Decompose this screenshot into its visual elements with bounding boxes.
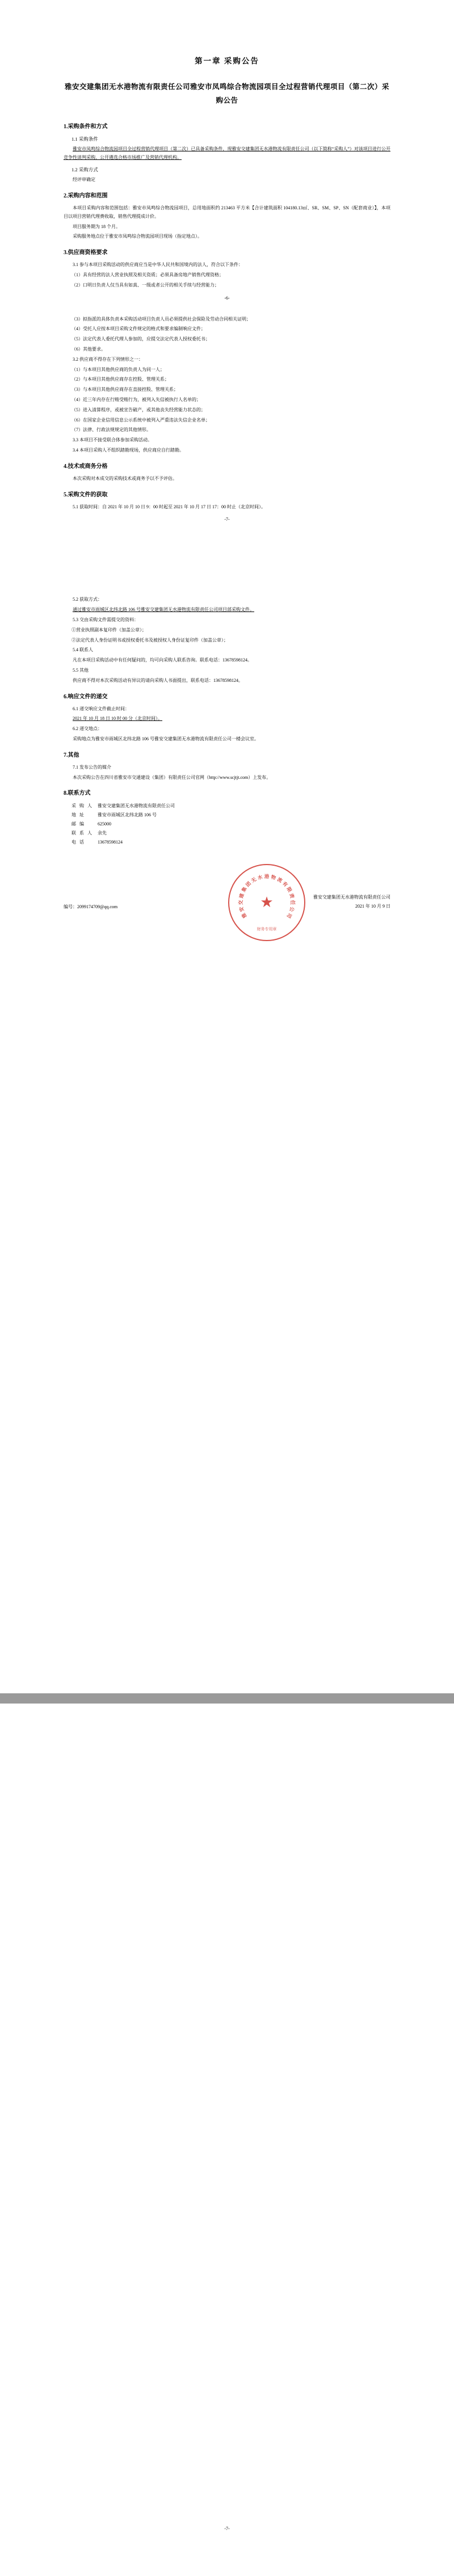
paragraph-3-2-item3: （3）与本项目其他供应商存在直接控股、管理关系； [72, 387, 178, 393]
paragraph-2-3: 采购服务地点位于雅安市凤鸣综合物流园项目现场（指定地点）。 [73, 234, 202, 239]
paragraph-3-2-item2: （2）与本项目其他供应商存在控股、管理关系； [72, 377, 169, 382]
contact-person-value: 余先 [98, 830, 107, 836]
contact-purchaser-label: 采购人 [72, 803, 95, 809]
paragraph-3-2-item4: （4）近三年内存在行贿受贿行为，被列入失信被执行人名单的； [72, 397, 201, 403]
paragraph-7-1-detail: 本次采购公告在四川省雅安市交通建设（集团）有限责任公司官网（http://www.scjtjt.com）上发布。 [73, 774, 271, 780]
paragraph-3-1-item3: （3）拟指派的具体负责本采购活动项目负责人员必须提供社会保险及劳动合同相关证明； [72, 316, 251, 322]
paragraph-1-2: 经评审确定 [73, 177, 95, 183]
document-code: 编号：2099174709@qq.com [64, 904, 118, 910]
contact-purchaser-value: 雅安交建集团无水港物流有限责任公司 [98, 803, 175, 809]
page-number-mid: -7- [224, 517, 230, 522]
page-divider [0, 1693, 454, 1704]
section-heading-purchase-conditions: 1.采购条件和方式 [64, 123, 108, 130]
paragraph-5-3-item1: ①营业执照副本复印件（加盖公章）； [72, 627, 146, 633]
paragraph-2-2: 项目服务期为 18 个月。 [73, 224, 120, 229]
paragraph-5-4: 5.4 联系人 [73, 647, 93, 653]
section-heading-contact: 8.联系方式 [64, 790, 91, 797]
paragraph-6-1: 6.1 递交响应文件截止时间： [73, 706, 129, 711]
contact-phone-value: 13678598124 [98, 840, 123, 845]
paragraph-1-1: 雅安市凤鸣综合物流园项目全过程营销代理项目（第二次）已具备采购条件，现雅安交建集团无水港物流有限责任公司（以下简称“采购人”）对该项目进行公开竞争性谈判采购，公开遴选合格市场推广及营销代理机构。 [64, 146, 390, 160]
contact-person-label: 联系人 [72, 830, 95, 836]
paragraph-5-2: 5.2 获取方式： [73, 597, 102, 602]
section-heading-scope: 2.采购内容和范围 [64, 193, 108, 200]
contact-purchaser [72, 802, 390, 811]
seal-bottom-text: 财务专用章 [257, 927, 277, 932]
section-heading-response-submission: 6.响应文件的递交 [64, 693, 108, 700]
page-title: 雅安交建集团无水港物流有限责任公司雅安市凤鸣综合物流园项目全过程营销代理项目（第二次）采购公告 [64, 83, 389, 104]
paragraph-6-2-detail: 采购地点为雅安市雨城区北纬北路 106 号雅安交建集团无水港物流有限责任公司一楼会议室。 [73, 736, 259, 741]
paragraph-5-5-detail: 供应商不得对本次采购活动有异议的请向采购人书面提出，联系电话：13678598124。 [73, 677, 243, 683]
contact-address [72, 811, 390, 820]
paragraph-3-1-item2: （2）口明日负责人仅当具有如真、一级或者公开的相关手续与经营能力； [72, 282, 219, 288]
contact-postcode-label: 邮编 [72, 821, 87, 827]
contact-postcode [72, 820, 390, 829]
seal-star-icon: ★ [260, 894, 274, 911]
paragraph-2-1: 本项目采购内容和范围包括：雅安市凤鸣综合物流园项目，总用地面积约 213463 平方米【合计建筑面积 104180.13㎡、SR、SM、SP、SN（配套商业）】，本项目以项目营销代理费收取，销售代理提成计价。 [64, 205, 390, 219]
paragraph-3-4: 3.4 本项目采购人不组织踏勘现场，供应商应自行踏勘。 [73, 448, 184, 453]
paragraph-5-5: 5.5 其他 [73, 667, 89, 673]
paragraph-6-2: 6.2 递交地点： [73, 726, 102, 732]
paragraph-5-4-detail: 凡在本项目采购活动中有任何疑问的，均可向采购人联系咨询。联系电话：13678598124。 [73, 657, 252, 663]
contact-address-label: 地址 [72, 812, 87, 818]
paragraph-3-1: 3.1 参与本项目采购活动的供应商应当是中华人民共和国境内的法人，符合以下条件： [73, 262, 243, 268]
paragraph-5-3: 5.3 交由采购文件需提交的资料： [73, 617, 138, 622]
paragraph-7-1: 7.1 发布公告的媒介 [73, 764, 111, 770]
paragraph-6-1-detail: 2021 年 10 月 18 日 10 时 00 分（北京时间）。 [73, 716, 162, 722]
paragraph-3-2-item1: （1）与本项目其他供应商的负责人为同一人； [72, 366, 165, 372]
seal-ring-text: 雅 安 交 建 集 团 无 水 港 物 流 有 限 责 任 公 司 [238, 874, 296, 920]
section-heading-supplier-qualification: 3.供应商资格要求 [64, 250, 108, 256]
paragraph-4-1: 本次采购对本成交的采购技术或商务予以不予评估。 [73, 475, 177, 481]
section-heading-technical-scoring: 4.技术或商务分格 [64, 463, 108, 470]
contact-phone-label: 电话 [72, 840, 87, 845]
paragraph-3-1-item1: （1）具有经营的法人营业执照及相关资质；必须具备房地产销售代理资格； [72, 272, 224, 278]
document-page-2 [0, 1704, 454, 2576]
paragraph-3-1-item5: （5）法定代表人委托代理人参加的，应提交法定代表人授权委托书； [72, 336, 210, 342]
signature-block [64, 874, 390, 932]
page-number-top: -6- [224, 295, 230, 301]
paragraph-5-3-item2: ②法定代表人身份证明书或授权委托书及被授权人身份证复印件（加盖公章）； [72, 637, 228, 643]
paragraph-5-1: 5.1 获取时间：自 2021 年 10 月 10 日 9：00 时起至 2021 年 10 月 17 日 17：00 时止（北京时间）。 [73, 504, 266, 509]
paragraph-3-2-item5: （5）进入清算程序，或被宣告破产，或其他丧失经营能力状态的； [72, 407, 205, 412]
paragraph-3-1-item6: （6）其他要求。 [72, 347, 106, 352]
subsection-1-2: 1.2 采购方式 [72, 166, 98, 172]
signer-name: 雅安交建集团无水港物流有限责任公司 [313, 895, 390, 900]
chapter-title: 第一章 采购公告 [195, 57, 259, 65]
paragraph-5-2-detail: 通过雅安市雨城区北纬北路 106 号雅安交建集团无水港物流有限责任公司项目部采购文件。 [73, 607, 254, 613]
page-number-bottom: -7- [224, 2526, 230, 2531]
paragraph-3-2-item6: （6）在国家企业信用信息公示系统中被列入严重违法失信企业名单； [72, 417, 210, 423]
paragraph-3-2-item7: （7）法律、行政法规规定的其他情形。 [72, 427, 151, 433]
contact-address-value: 雅安市雨城区北纬北路 106 号 [98, 812, 157, 818]
paragraph-3-3: 3.3 本项目不接受联合体参加采购活动。 [73, 437, 152, 443]
signature-date: 2021 年 10 月 9 日 [355, 904, 390, 909]
paragraph-3-2: 3.2 供应商不得存在下列情形之一： [73, 356, 143, 362]
subsection-1-1: 1.1 采购条件 [72, 136, 98, 142]
company-seal-stamp [228, 864, 305, 941]
paragraph-3-1-item4: （4）受托人应按本项目采购文件规定的格式和要求编制响应文件； [72, 326, 205, 332]
contact-phone [72, 838, 390, 847]
contact-postcode-value: 625000 [98, 821, 111, 827]
section-heading-other: 7.其他 [64, 752, 79, 758]
section-heading-document-acquisition: 5.采购文件的获取 [64, 491, 108, 498]
contact-person [72, 829, 390, 838]
